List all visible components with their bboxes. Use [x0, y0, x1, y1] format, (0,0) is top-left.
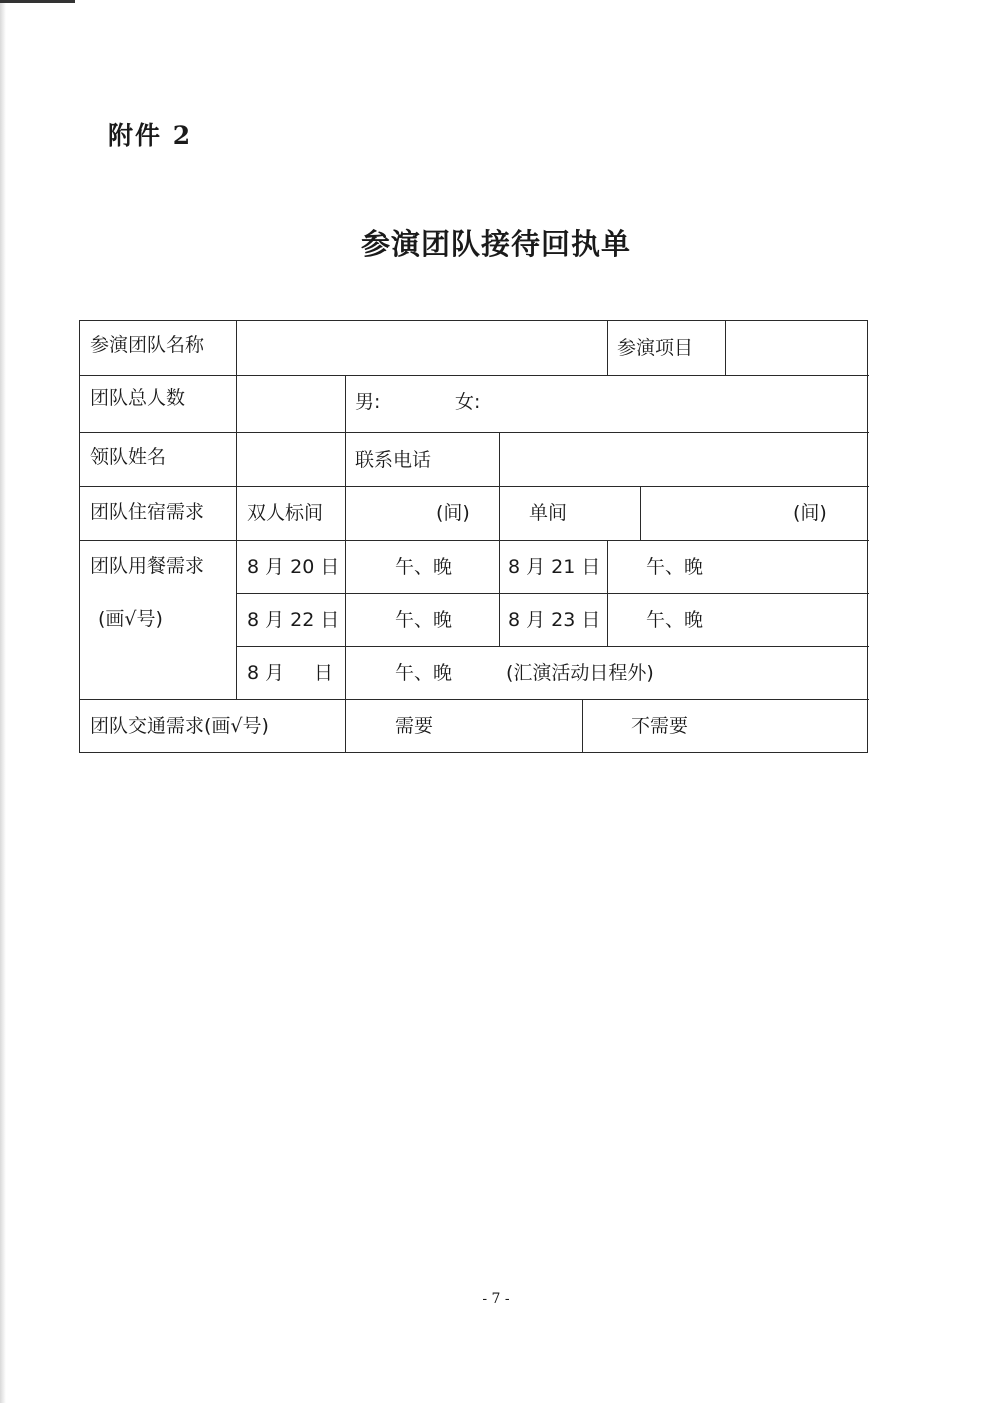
double-room-label: 双人标间 — [247, 502, 324, 524]
col-divider — [607, 540, 608, 646]
team-name-label: 参演团队名称 — [90, 334, 205, 356]
row-divider — [80, 432, 869, 433]
meal-options: 午、晚 — [395, 662, 453, 684]
row-divider — [236, 593, 869, 594]
single-room-label: 单间 — [529, 502, 568, 524]
scan-top-mark — [0, 0, 75, 3]
col-divider — [499, 432, 500, 593]
phone-label: 联系电话 — [355, 449, 432, 471]
attachment-label: 附件 2 — [108, 121, 193, 150]
page-title: 参演团队接待回执单 — [360, 227, 631, 261]
total-members-label: 团队总人数 — [90, 387, 186, 409]
lodging-label: 团队住宿需求 — [90, 501, 205, 523]
row-divider — [80, 699, 869, 700]
extra-meal-note: (汇演活动日程外) — [506, 662, 654, 684]
col-divider — [725, 321, 726, 375]
col-divider — [499, 593, 500, 646]
page-number: - 7 - — [482, 1291, 510, 1307]
transport-label: 团队交通需求(画√号) — [90, 715, 269, 737]
row-divider — [80, 486, 869, 487]
meal-date: 8 月 20 日 — [247, 556, 340, 578]
meal-options: 午、晚 — [646, 556, 704, 578]
meal-options: 午、晚 — [395, 556, 453, 578]
col-divider — [582, 699, 583, 753]
leader-name-label: 领队姓名 — [90, 446, 167, 468]
male-label: 男: — [355, 391, 381, 413]
single-room-unit: (间) — [793, 502, 827, 524]
row-divider — [80, 540, 869, 541]
female-label: 女: — [455, 391, 481, 413]
meals-check-hint: (画√号) — [98, 608, 163, 630]
meal-date: 8 月 21 日 — [508, 556, 601, 578]
transport-no-need-option: 不需要 — [631, 715, 689, 737]
col-divider — [640, 486, 641, 540]
row-divider — [80, 375, 869, 376]
reception-form-table — [79, 320, 868, 753]
scan-edge-shadow — [0, 0, 6, 1403]
meal-date: 8 月 23 日 — [508, 609, 601, 631]
meal-options: 午、晚 — [395, 609, 453, 631]
row-divider — [236, 646, 869, 647]
double-room-unit: (间) — [436, 502, 470, 524]
meals-label: 团队用餐需求 — [90, 555, 205, 577]
col-divider — [607, 321, 608, 375]
col-divider — [236, 321, 237, 699]
extra-meal-day: 日 — [314, 662, 334, 684]
transport-need-option: 需要 — [395, 715, 434, 737]
meal-options: 午、晚 — [646, 609, 704, 631]
col-divider — [345, 375, 346, 753]
extra-meal-month: 8 月 — [247, 662, 285, 684]
meal-date: 8 月 22 日 — [247, 609, 340, 631]
project-label: 参演项目 — [617, 337, 694, 359]
